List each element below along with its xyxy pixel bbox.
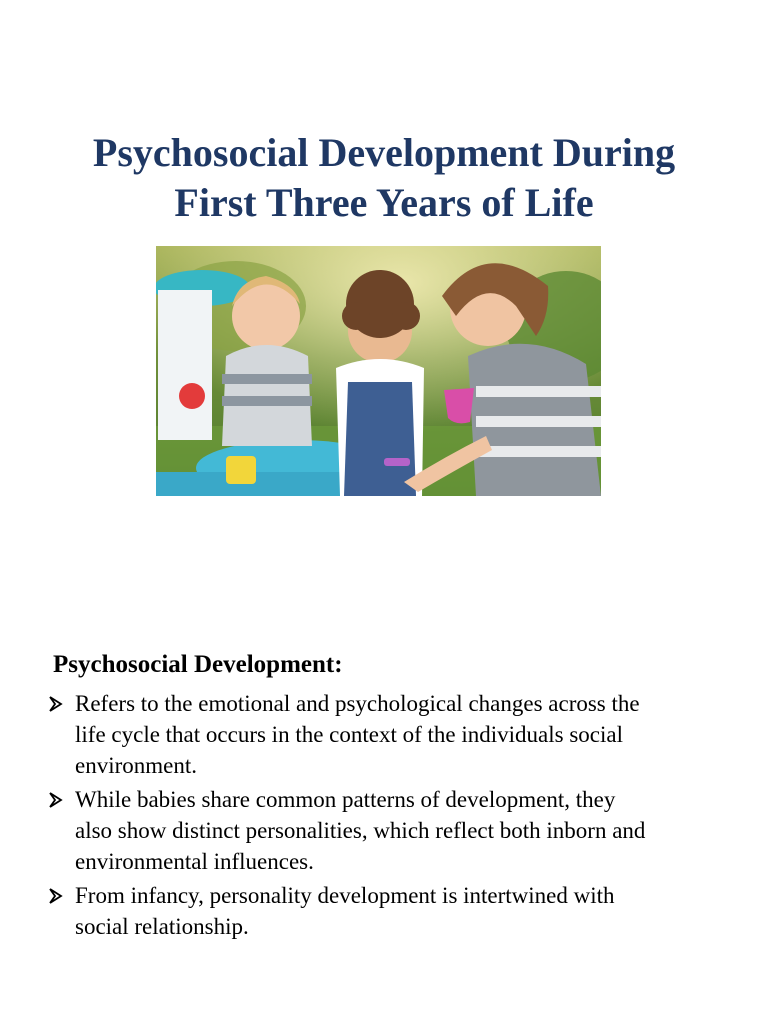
bullet-line: also show distinct personalities, which reflect both inborn and xyxy=(75,818,646,843)
arrow-bullet-icon xyxy=(46,784,66,815)
arrow-bullet-icon xyxy=(46,880,66,911)
children-playing-photo xyxy=(156,246,601,496)
bullet-line: environmental influences. xyxy=(75,849,314,874)
slide-title xyxy=(0,128,768,228)
bullet-item xyxy=(46,688,736,781)
bullet-line: While babies share common patterns of development, they xyxy=(75,787,616,812)
section-heading: Psychosocial Development: xyxy=(53,651,343,678)
bullet-line: Refers to the emotional and psychological changes across the xyxy=(75,691,640,716)
bullet-line: social relationship. xyxy=(75,914,249,939)
bullet-item xyxy=(46,880,736,942)
bullet-line: life cycle that occurs in the context of the individuals social xyxy=(75,722,623,747)
bullet-line: environment. xyxy=(75,753,197,778)
title-line-1: Psychosocial Development During xyxy=(92,130,676,175)
bullet-list xyxy=(46,688,736,945)
arrow-bullet-icon xyxy=(46,688,66,719)
bullet-line: From infancy, personality development is intertwined with xyxy=(75,883,615,908)
bullet-item xyxy=(46,784,736,877)
title-line-2: First Three Years of Life xyxy=(174,180,594,225)
